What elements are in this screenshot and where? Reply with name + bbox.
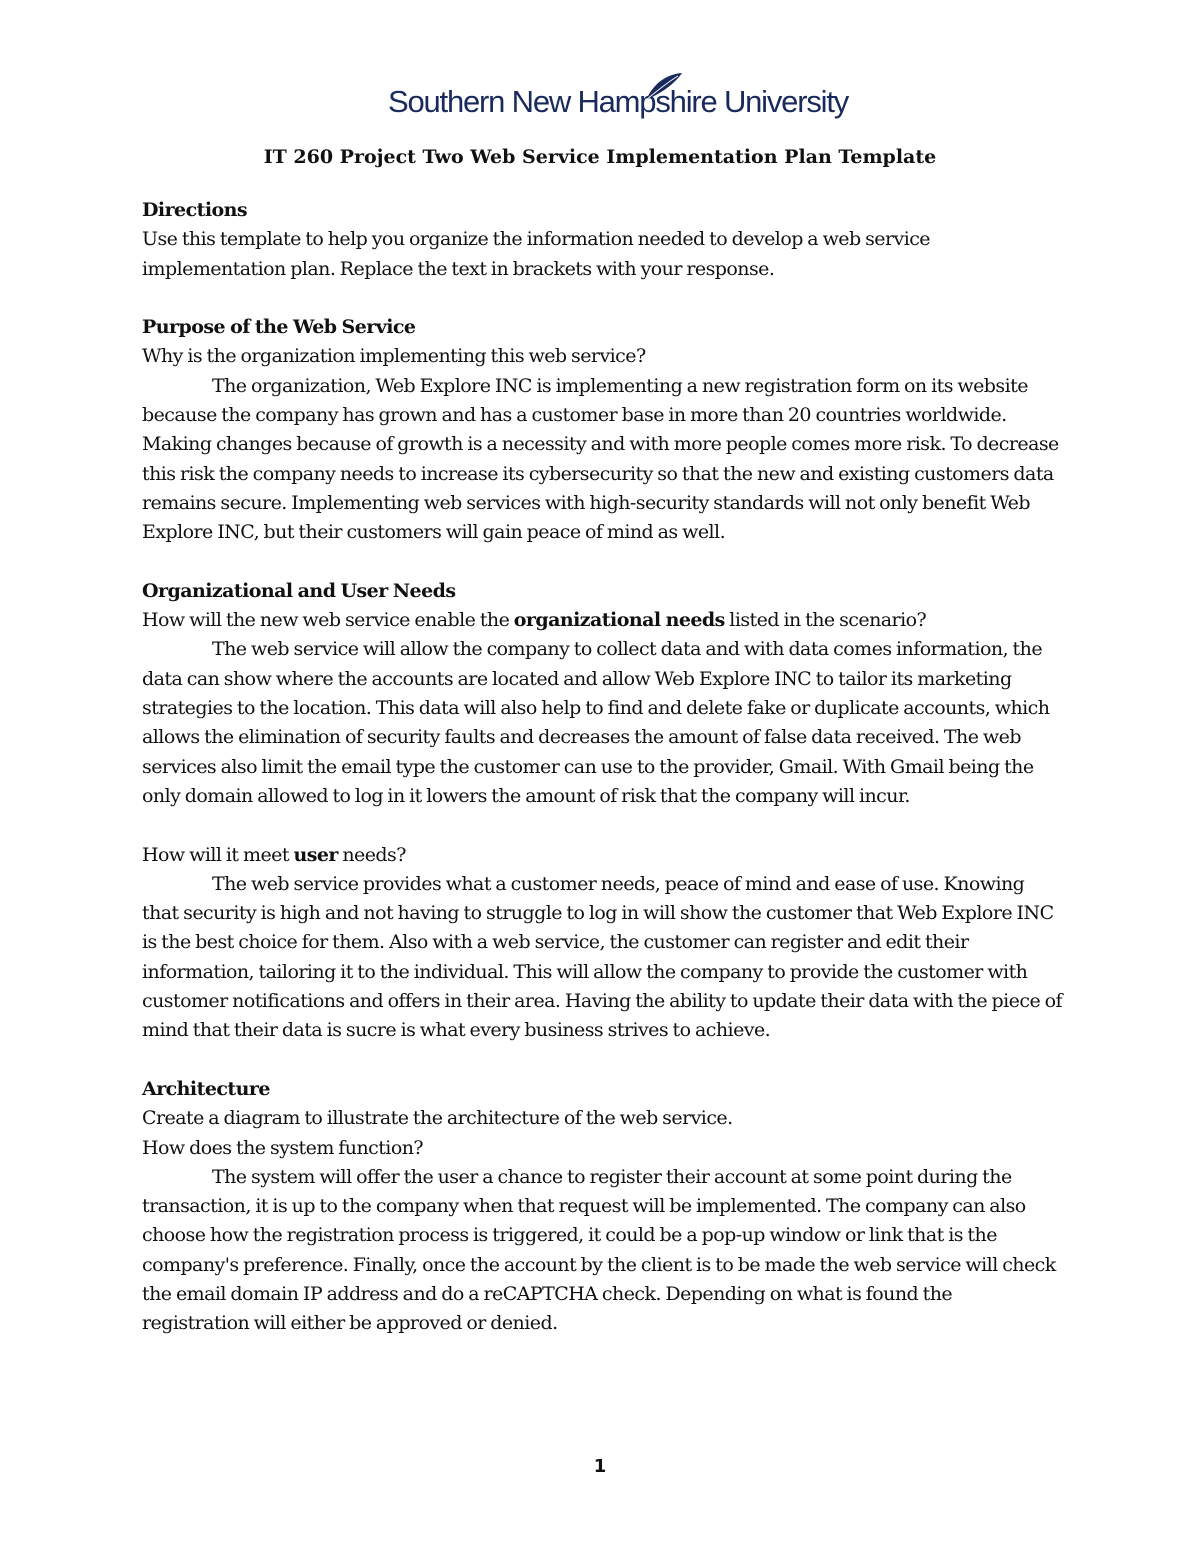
leaf-icon bbox=[644, 72, 684, 102]
question-text: needs? bbox=[337, 843, 406, 866]
spacer bbox=[142, 548, 1062, 577]
architecture-question: How does the system function? bbox=[142, 1136, 424, 1159]
needs-heading: Organizational and User Needs bbox=[142, 579, 456, 602]
architecture-heading: Architecture bbox=[142, 1077, 270, 1100]
directions-text: Use this template to help you organize the information needed to develop a web service implementation plan. Replace the text in brackets with your response. bbox=[142, 228, 931, 280]
architecture-answer: The system will offer the user a chance to register their account at some point during the transaction, it is up to the company when that request will be implemented. The company can also choose how the registration process is triggered, it could be a pop-up window or link that is the company's preference. Finally, once the account by the client is to be made the web service will check the email domain IP address and do a reCAPTCHA check. Depending on what is found the registration will either be approved or denied. bbox=[142, 1165, 1056, 1335]
purpose-heading: Purpose of the Web Service bbox=[142, 316, 416, 339]
question-text: How will it meet bbox=[142, 843, 294, 866]
university-logo bbox=[388, 72, 849, 136]
document-title: IT 260 Project Two Web Service Implementation Plan Template bbox=[263, 146, 937, 168]
spacer bbox=[142, 811, 1062, 840]
architecture-instruction: Create a diagram to illustrate the architecture of the web service. bbox=[142, 1107, 733, 1130]
purpose-answer: The organization, Web Explore INC is implementing a new registration form on its website because the company has grown and has a customer base in more than 20 countries worldwide. Making changes because of growth is a necessity and with more people comes more risk. To decrease this risk the company needs to increase its cybersecurity so that the new and existing customers data remains secure. Implementing web services with high-security standards will not only benefit Web Explore INC, but their customers will gain peace of mind as well. bbox=[142, 374, 1059, 544]
question-emphasis: organizational needs bbox=[513, 609, 725, 632]
question-emphasis: user bbox=[293, 843, 338, 866]
org-needs-question bbox=[142, 606, 1062, 635]
document-body bbox=[142, 196, 1062, 1339]
logo-wordmark: Southern New Hampshire University bbox=[388, 84, 849, 119]
user-needs-question bbox=[142, 841, 1062, 870]
page-number: 1 bbox=[593, 1456, 607, 1477]
spacer bbox=[142, 284, 1062, 313]
spacer bbox=[142, 1046, 1062, 1075]
org-needs-answer: The web service will allow the company to collect data and with data comes information, the data can show where the accounts are located and allow Web Explore INC to tailor its marketing strategies to the location. This data will also help to find and delete fake or duplicate accounts, which allows the elimination of security faults and decreases the amount of false data received. The web services also limit the email type the customer can use to the provider, Gmail. With Gmail being the only domain allowed to log in it lowers the amount of risk that the company will incur. bbox=[142, 638, 1050, 807]
purpose-question: Why is the organization implementing this web service? bbox=[142, 345, 646, 368]
directions-heading: Directions bbox=[142, 199, 248, 221]
user-needs-answer: The web service provides what a customer needs, peace of mind and ease of use. Knowing that security is high and not having to struggle to log in will show the customer that Web Explore INC is the best choice for them. Also with a web service, the customer can register and edit their information, tailoring it to the individual. This will allow the company to provide the customer with customer notifications and offers in their area. Having the ability to update their data with the piece of mind that their data is sucre is what every business strives to achieve. bbox=[142, 872, 1062, 1042]
question-text: How will the new web service enable the bbox=[142, 609, 514, 632]
question-text: listed in the scenario? bbox=[724, 609, 927, 632]
